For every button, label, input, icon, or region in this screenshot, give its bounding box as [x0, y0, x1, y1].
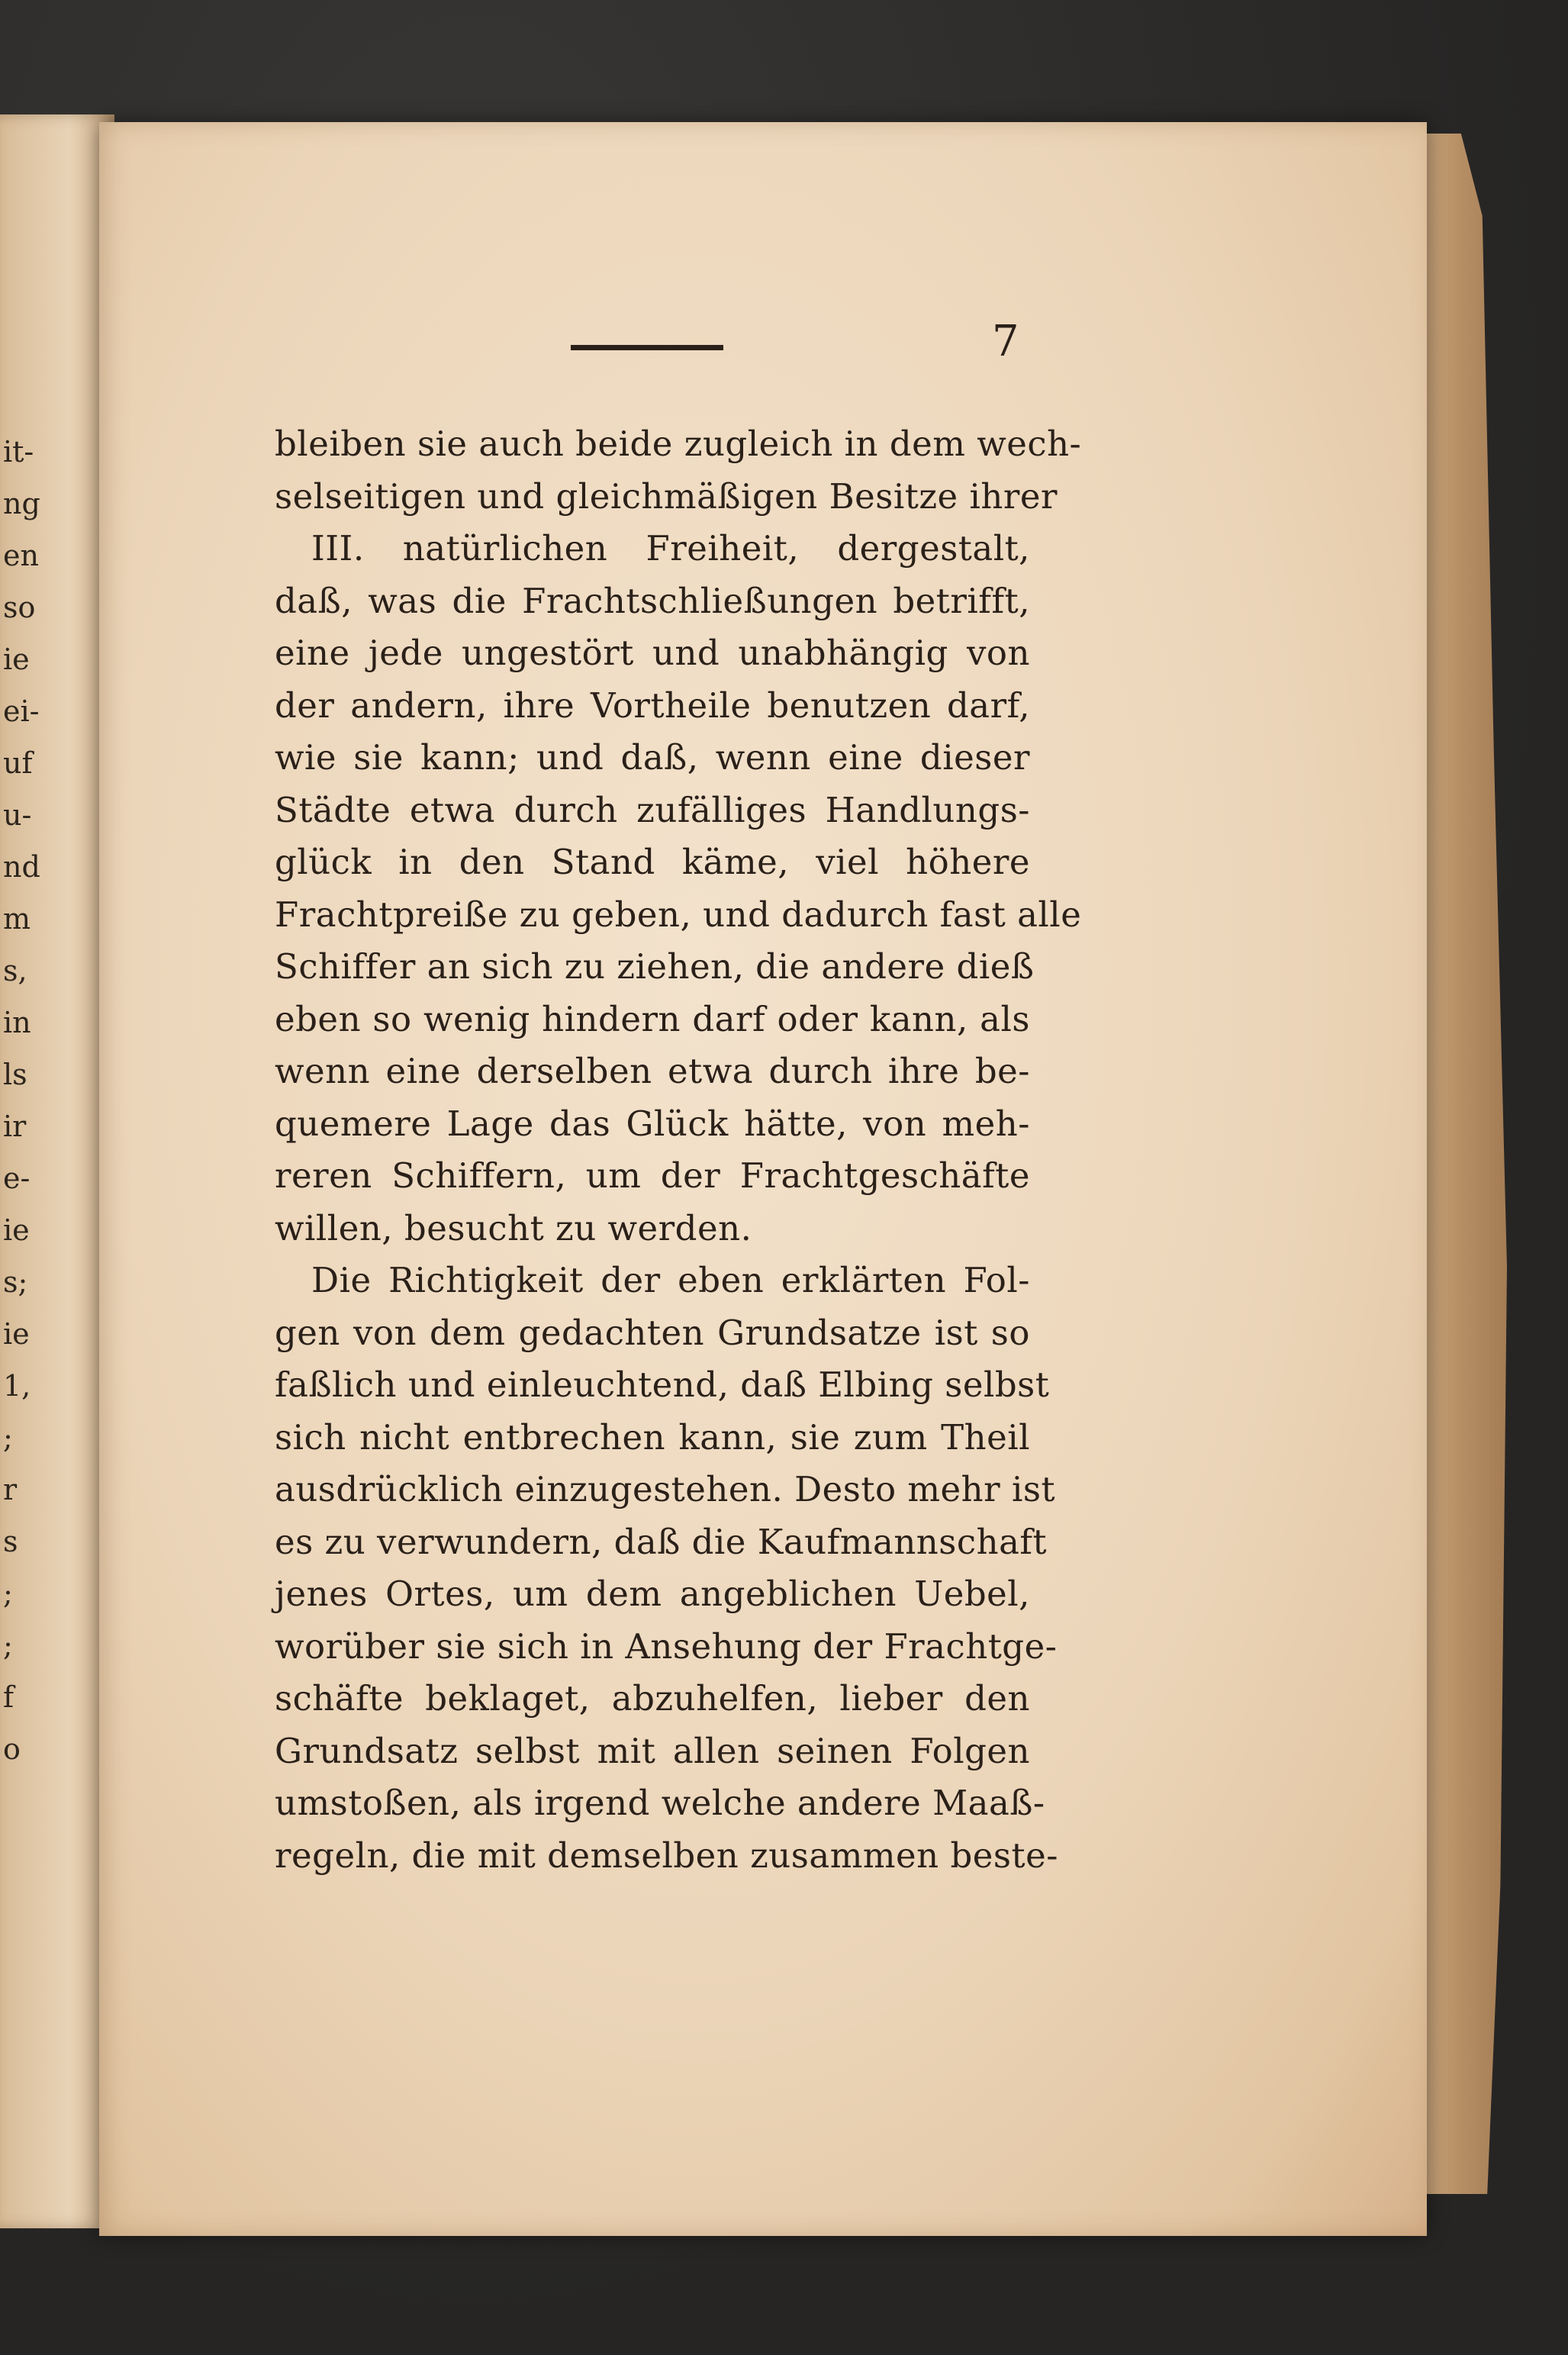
left-page-fragment: s, — [3, 954, 27, 987]
left-page-fragment: ; — [3, 1629, 13, 1662]
text-line: sich nicht entbrechen kann, sie zum Theil — [275, 1416, 1030, 1458]
text-line: es zu verwundern, daß die Kaufmannschaft — [275, 1521, 1048, 1562]
left-page-edge — [0, 114, 114, 2228]
left-page-fragment: r — [3, 1473, 18, 1506]
text-line: III. natürlichen Freiheit, dergestalt, — [311, 528, 1030, 569]
left-page-fragment: nd — [3, 850, 40, 884]
left-page-fragment: ei- — [3, 694, 40, 728]
left-page-fragment: f — [3, 1680, 14, 1714]
text-line: worüber sie sich in Ansehung der Frachtge- — [275, 1625, 1058, 1667]
header-rule — [571, 345, 723, 350]
text-line: gen von dem gedachten Grundsatze ist so — [275, 1312, 1030, 1353]
left-page-fragment: m — [3, 902, 31, 936]
text-line: faßlich und einleuchtend, daß Elbing selbst — [275, 1364, 1050, 1405]
text-line: regeln, die mit demselben zusammen beste- — [275, 1835, 1058, 1876]
left-page-fragment: en — [3, 539, 39, 572]
text-line: bleiben sie auch beide zugleich in dem wech- — [275, 424, 1082, 464]
text-line: ausdrücklich einzugestehen. Desto mehr ist — [275, 1469, 1056, 1509]
left-page-fragment: 1, — [3, 1369, 31, 1403]
text-line: quemere Lage das Glück hätte, von meh- — [275, 1103, 1030, 1144]
left-page-fragment: s; — [3, 1265, 28, 1299]
text-line: willen, besucht zu werden. — [275, 1207, 752, 1248]
left-page-fragment: ; — [3, 1577, 13, 1610]
page-number: 7 — [992, 317, 1019, 366]
left-page-fragment: ie — [3, 643, 30, 676]
left-page-fragment: e- — [3, 1161, 31, 1195]
left-page-fragment: s — [3, 1525, 18, 1558]
text-line: reren Schiffern, um der Frachtgeschäfte — [275, 1155, 1030, 1196]
left-page-fragment: o — [3, 1732, 21, 1766]
text-line: umstoßen, als irgend welche andere Maaß- — [275, 1783, 1045, 1823]
left-page-fragment: ir — [3, 1110, 27, 1143]
left-page-fragment: ie — [3, 1213, 30, 1247]
left-page-fragment: u- — [3, 798, 32, 832]
left-page-fragment: it- — [3, 435, 34, 469]
left-page-fragment: ie — [3, 1317, 30, 1351]
text-line: Frachtpreiße zu geben, und dadurch fast alle — [275, 894, 1082, 935]
text-line: daß, was die Frachtschließungen betrifft, — [275, 580, 1030, 621]
left-page-fragment: ls — [3, 1058, 27, 1091]
left-page-fragment: ; — [3, 1421, 13, 1455]
text-line: selseitigen und gleichmäßigen Besitze ihrer — [275, 475, 1058, 517]
text-line: jenes Ortes, um dem angeblichen Uebel, — [275, 1574, 1030, 1614]
text-line: Schiffer an sich zu ziehen, die andere dieß — [275, 946, 1035, 987]
text-line: der andern, ihre Vortheile benutzen darf, — [275, 685, 1030, 726]
text-line: Grundsatz selbst mit allen seinen Folgen — [275, 1730, 1030, 1771]
text-line: eine jede ungestört und unabhängig von — [275, 633, 1030, 673]
left-page-fragment: ng — [3, 487, 40, 520]
text-line: schäfte beklaget, abzuhelfen, lieber den — [275, 1678, 1030, 1719]
left-page-fragment: uf — [3, 746, 33, 780]
text-line: eben so wenig hindern darf oder kann, als — [275, 998, 1030, 1039]
body-text — [275, 418, 1082, 1882]
left-page-fragment: in — [3, 1006, 31, 1039]
text-line: Städte etwa durch zufälliges Handlungs- — [275, 789, 1030, 830]
left-page-fragment: so — [3, 591, 36, 624]
text-line: glück in den Stand käme, viel höhere — [275, 842, 1030, 882]
text-line: wenn eine derselben etwa durch ihre be- — [275, 1051, 1030, 1091]
text-line: Die Richtigkeit der eben erklärten Fol- — [311, 1260, 1030, 1300]
text-line: wie sie kann; und daß, wenn eine dieser — [275, 737, 1030, 778]
